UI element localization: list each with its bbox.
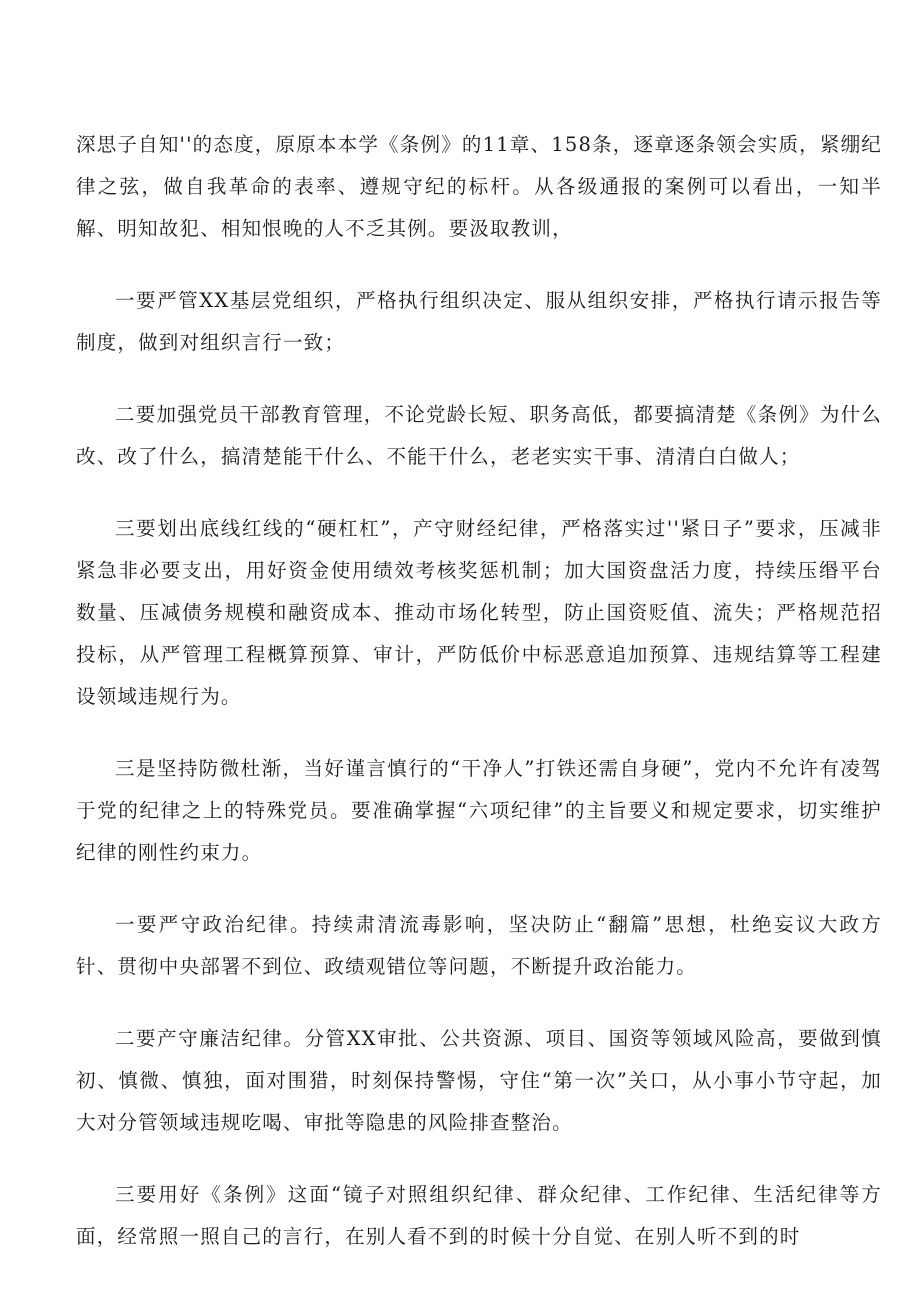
paragraph-1: 深思子自知''的态度，原原本本学《条例》的11章、158条，逐章逐条领会实质，紧绷纪律之弦，做自我革命的表率、遵规守纪的标杆。从各级通报的案例可以看出，一知半解、明知故犯、相知恨晚的人不乏其例。要汲取教训，	[76, 133, 882, 240]
paragraph-3: 二要加强党员干部教育管理，不论党龄长短、职务高低，都要搞清楚《条例》为什么改、改了什么，搞清楚能干什么、不能干什么，老老实实干事、清清白白做人；	[76, 403, 882, 468]
paragraph-5: 三是坚持防微杜渐，当好谨言慎行的“干净人”打铁还需自身硬”，党内不允许有凌驾于党的纪律之上的特殊党员。要准确掌握“六项纪律”的主旨要义和规定要求，切实维护纪律的刚性约束力。	[76, 757, 882, 864]
paragraph-4: 三要划出底线红线的“硬杠杠”，产守财经纪律，严格落实过''紧日子”要求，压减非紧急非必要支出，用好资金使用绩效考核奖惩机制；加大国资盘活力度，持续压缗平台数量、压减债务规模和融资成本、推动市场化转型，防止国资贬值、流失；严格规范招投标，从严管理工程概算预算、审计，严防低价中标恶意追加预算、违规结算等工程建设领域违规行为。	[76, 517, 882, 708]
paragraph-7: 二要产守廉洁纪律。分管XX审批、公共资源、项目、国资等领域风险高，要做到慎初、慎微、慎独，面对围猎，时刻保持警惕，守住“第一次”关口，从小事小节守起，加大对分管领域违规吃喝、审批等隐患的风险排查整治。	[76, 1027, 882, 1134]
paragraph-6: 一要严守政治纪律。持续肃清流毒影响，坚决防止“翻篇”思想，杜绝妄议大政方针、贯彻中央部署不到位、政绩观错位等问题，不断提升政治能力。	[76, 913, 882, 978]
paragraph-2: 一要严管XX基层党组织，严格执行组织决定、服从组织安排，严格执行请示报告等制度，做到对组织言行一致；	[76, 289, 882, 354]
paragraph-8: 三要用好《条例》这面“镜子对照组织纪律、群众纪律、工作纪律、生活纪律等方面，经常照一照自己的言行，在别人看不到的时候十分自觉、在别人听不到的时	[76, 1183, 882, 1248]
